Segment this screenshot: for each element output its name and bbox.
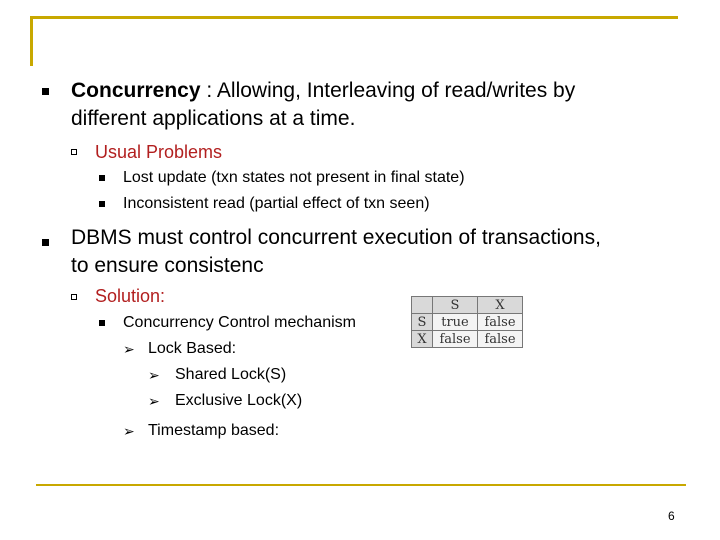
table-row — [412, 331, 523, 348]
arrow-bullet-icon: ➢ — [148, 367, 160, 383]
lock-based-label: Lock Based: — [148, 340, 237, 357]
problem-lost-update: Lost update (txn states not present in final state) — [123, 169, 465, 186]
timestamp-based-label: Timestamp based: — [148, 422, 280, 439]
frame-bottom-line — [36, 484, 686, 486]
frame-left-line — [30, 16, 33, 66]
table-header-x: X — [478, 297, 523, 314]
solution-heading: Solution: — [95, 286, 166, 306]
arrow-bullet-icon: ➢ — [123, 341, 135, 357]
dbms-line2: to ensure consistenc — [71, 254, 264, 277]
lock-compatibility-table — [411, 296, 523, 348]
usual-problems-heading: Usual Problems — [95, 142, 223, 162]
bullet-square-icon — [42, 88, 49, 95]
table-cell: false — [478, 314, 523, 331]
bullet-concurrency — [71, 77, 691, 133]
arrow-bullet-icon: ➢ — [148, 393, 160, 409]
page-number: 6 — [668, 509, 675, 523]
bullet-square-icon — [99, 201, 105, 207]
shared-lock-item: Shared Lock(S) — [175, 366, 287, 383]
row-header-x: X — [412, 331, 433, 348]
bullet-square-icon — [42, 239, 49, 246]
concurrency-definition: : Allowing, Interleaving of read/writes by — [200, 79, 576, 102]
bullet-square-icon — [99, 175, 105, 181]
table-row — [412, 314, 523, 331]
table-corner-cell — [412, 297, 433, 314]
table-cell: false — [433, 331, 478, 348]
table-cell: true — [433, 314, 478, 331]
bullet-dbms-control — [71, 224, 711, 280]
hollow-square-icon — [71, 294, 77, 300]
table-header-row — [412, 297, 523, 314]
table-header-s: S — [433, 297, 478, 314]
dbms-line1: DBMS must control concurrent execution of transactions, — [71, 226, 601, 249]
problem-inconsistent-read: Inconsistent read (partial effect of txn seen) — [123, 195, 430, 212]
arrow-bullet-icon: ➢ — [123, 423, 135, 439]
row-header-s: S — [412, 314, 433, 331]
hollow-square-icon — [71, 149, 77, 155]
concurrency-control-mechanism: Concurrency Control mechanism — [123, 314, 356, 331]
frame-top-line — [30, 16, 678, 19]
bullet-square-icon — [99, 320, 105, 326]
exclusive-lock-item: Exclusive Lock(X) — [175, 392, 303, 409]
concurrency-definition-cont: different applications at a time. — [71, 107, 356, 130]
concurrency-term: Concurrency — [71, 79, 201, 102]
table-cell: false — [478, 331, 523, 348]
